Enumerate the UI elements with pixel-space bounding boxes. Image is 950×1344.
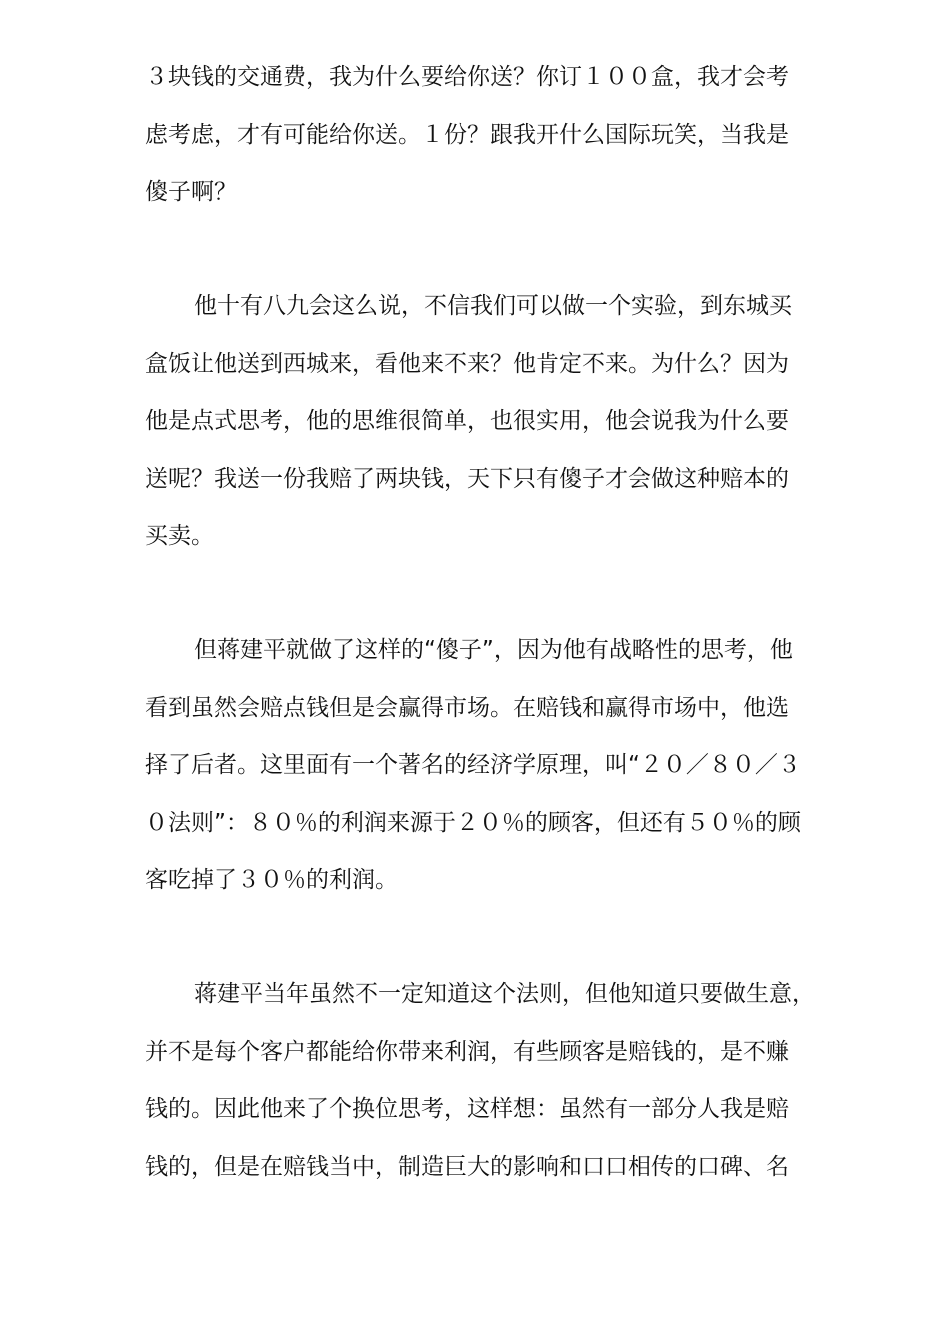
paragraph-2 (145, 278, 875, 566)
text-line-first: 他十有八九会这么说，不信我们可以做一个实验，到东城买 (194, 293, 792, 319)
text-line: 傻子啊？ (145, 179, 237, 205)
text-line: 并不是每个客户都能给你带来利润，有些顾客是赔钱的，是不赚 (145, 1038, 789, 1065)
text-line: 客吃掉了３０％的利润。 (145, 867, 398, 893)
text-line: 钱的。因此他来了个换位思考，这样想：虽然有一部分人我是赔 (145, 1096, 789, 1122)
text-line: 盒饭让他送到西城来，看他来不来？他肯定不来。为什么？因为 (145, 350, 789, 377)
text-line: ３块钱的交通费，我为什么要给你送？你订１００盒，我才会考 (145, 64, 789, 90)
text-line: 虑考虑，才有可能给你送。１份？跟我开什么国际玩笑，当我是 (145, 121, 789, 148)
text-line: ０法则”：８０％的利润来源于２０％的顾客，但还有５０％的顾 (145, 809, 801, 836)
paragraph-1 (145, 49, 875, 222)
text-line: 看到虽然会赔点钱但是会赢得市场。在赔钱和赢得市场中，他选 (145, 694, 789, 721)
paragraph-4 (145, 966, 875, 1196)
text-line: 钱的，但是在赔钱当中，制造巨大的影响和口口相传的口碑、名 (145, 1153, 789, 1180)
text-line-first: 但蒋建平就做了这样的“傻子”，因为他有战略性的思考，他 (194, 637, 793, 663)
text-line: 他是点式思考，他的思维很简单，也很实用，他会说我为什么要 (145, 408, 789, 434)
text-line-first: 蒋建平当年虽然不一定知道这个法则，但他知道只要做生意， (194, 981, 815, 1007)
text-line: 买卖。 (145, 523, 214, 549)
text-line: 择了后者。这里面有一个著名的经济学原理，叫“２０／８０／３ (145, 752, 801, 778)
text-line: 送呢？我送一份我赔了两块钱，天下只有傻子才会做这种赔本的 (145, 465, 789, 492)
paragraph-3 (145, 622, 875, 910)
